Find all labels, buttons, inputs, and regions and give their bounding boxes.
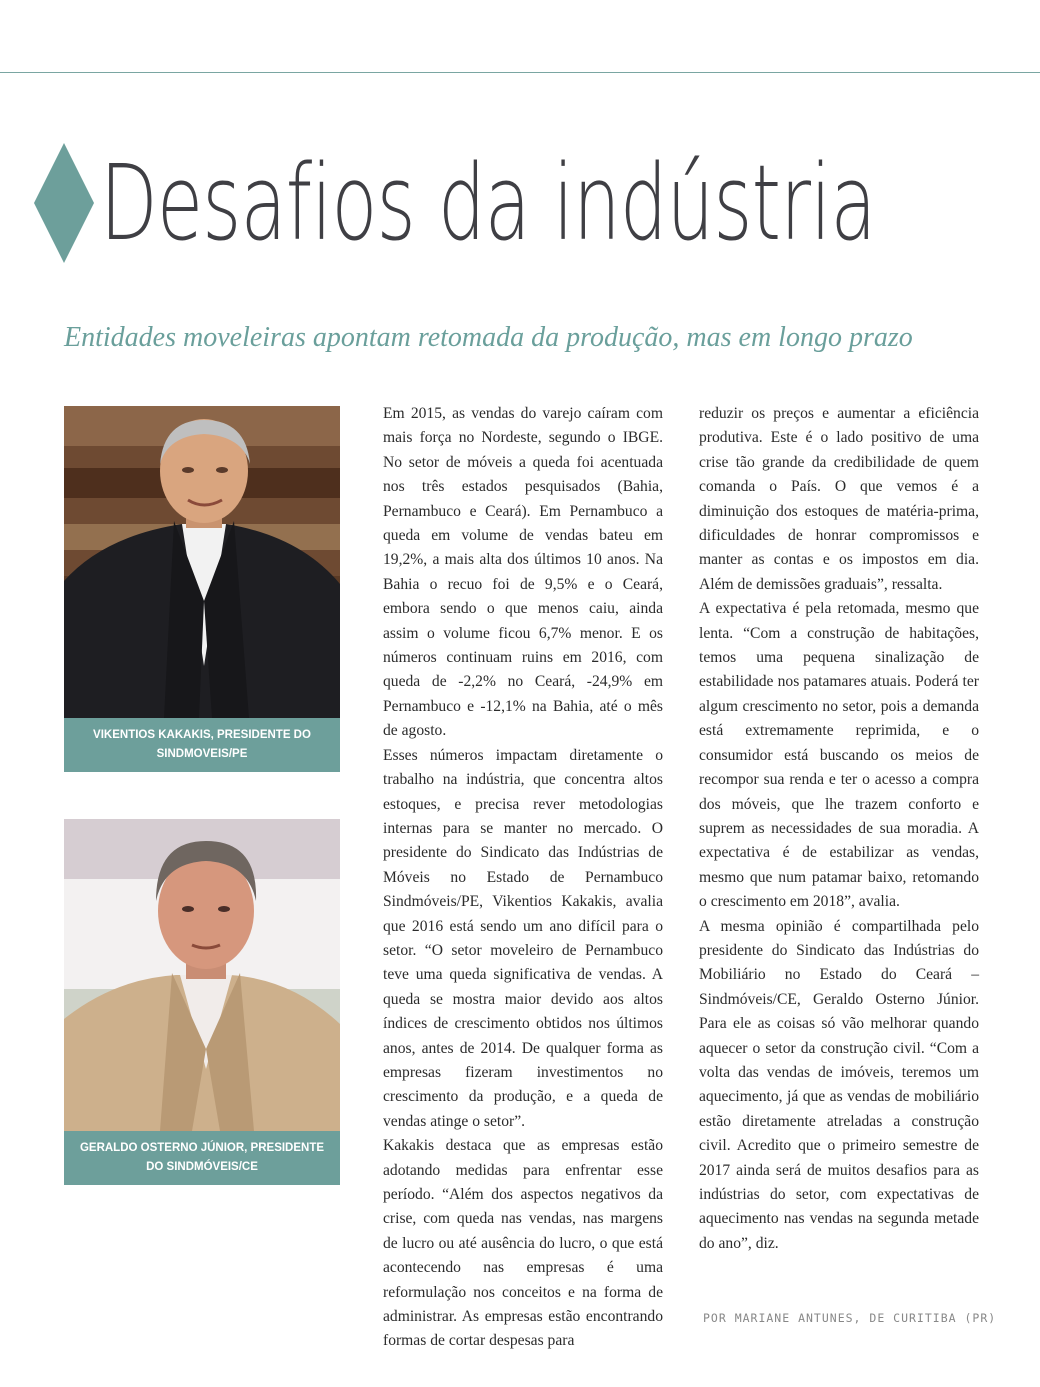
article-byline: POR MARIANE ANTUNES, DE CURITIBA (PR) xyxy=(703,1311,997,1325)
photo-osterno xyxy=(64,819,340,1185)
article-paragraph: A expectativa é pela retomada, mesmo que lenta. “Com a construção de habitações, temos uma pequena sinalização de estabilidade nos patamares atuais. Poderá ter algum crescimento no setor, pois a demanda está extremamente reprimida, e o consumidor está buscando os meios de recompor sua renda e ter o acesso a compra dos móveis, que lhe trazem conforto e suprem as necessidades de sua moradia. A expectativa é de estabilizar as vendas, mesmo que num patamar baixo, retomando o crescimento em 2018”, avalia. xyxy=(699,600,979,911)
article-paragraph: reduzir os preços e aumentar a eficiência produtiva. Este é o lado positivo de uma crise tão grande da credibilidade de quem comanda o País. O que vemos é a diminuição dos estoques de matéria-prima, dificuldades de honrar compromissos e manter as contas e os impostos em dia. Além de demissões graduais”, ressalta. xyxy=(699,405,979,593)
photo-caption: VIKENTIOS KAKAKIS, PRESIDENTE DO SINDMOVEIS/PE xyxy=(64,718,340,772)
article-paragraph: A mesma opinião é compartilhada pelo presidente do Sindicato das Indústrias do Mobiliário no Estado do Ceará – Sindmóveis/CE, Geraldo Osterno Júnior. Para ele as coisas só vão melhorar quando aquecer o setor da construção civil. “Com a volta das vendas de imóveis, teremos um aquecimento, já que as vendas de mobiliário estão diretamente atreladas a construção civil. Acredito que o primeiro semestre de 2017 ainda será de muitos desafios para as indústrias do setor, com expectativas de aquecimento nas vendas na segunda metade do ano”, diz. xyxy=(699,917,979,1252)
article-column-2 xyxy=(699,402,979,1256)
photo-kakakis xyxy=(64,406,340,772)
article-column-1 xyxy=(383,402,663,1354)
article-paragraph: Esses números impactam diretamente o trabalho na indústria, que concentra altos estoques, e precisa rever metodologias internas para se manter no mercado. O presidente do Sindicato das Indústrias de Móveis no Estado de Pernambuco Sindmóveis/PE, Vikentios Kakakis, avalia que 2016 está sendo um ano difícil para o setor. “O setor moveleiro de Pernambuco teve uma queda significativa de vendas. A queda se mostra maior devido aos altos índices de crescimento obtidos nos últimos anos, antes de 2014. De qualquer forma as empresas fizeram investimentos no crescimento da produção, e a queda de vendas atinge o setor”. xyxy=(383,746,663,1130)
article-paragraph: Kakakis destaca que as empresas estão adotando medidas para enfrentar esse período. “Além dos aspectos negativos da crise, com queda nas vendas, nas margens de lucro ou até ausência do lucro, o que está acontecendo nas empresas é uma reformulação nos conceitos e na forma de administrar. As empresas estão encontrando formas de cortar despesas para xyxy=(383,1137,663,1350)
photo-caption: GERALDO OSTERNO JÚNIOR, PRESIDENTE DO SINDMÓVEIS/CE xyxy=(64,1131,340,1185)
portrait-osterno-image xyxy=(64,819,340,1131)
article-title: Desafios da indústria xyxy=(100,142,876,264)
top-rule xyxy=(0,72,1040,73)
article-subtitle: Entidades moveleiras apontam retomada da produção, mas em longo prazo xyxy=(64,322,913,353)
article-paragraph: Em 2015, as vendas do varejo caíram com mais força no Nordeste, segundo o IBGE. No setor de móveis a queda foi acentuada nos três estados pesquisados (Bahia, Pernambuco e Ceará). Em Pernambuco a queda em volume de vendas bateu em 19,2%, a mais alta dos últimos 10 anos. Na Bahia o recuo foi de 9,5% e o Ceará, embora sendo o que menos caiu, ainda assim o volume ficou 6,7% menor. E os números continuam ruins em 2016, com queda de -2,2% no Ceará, -24,9% em Pernambuco e -12,1% na Bahia, até o mês de agosto. xyxy=(383,405,663,740)
diamond-icon xyxy=(34,143,94,263)
portrait-kakakis-image xyxy=(64,406,340,718)
